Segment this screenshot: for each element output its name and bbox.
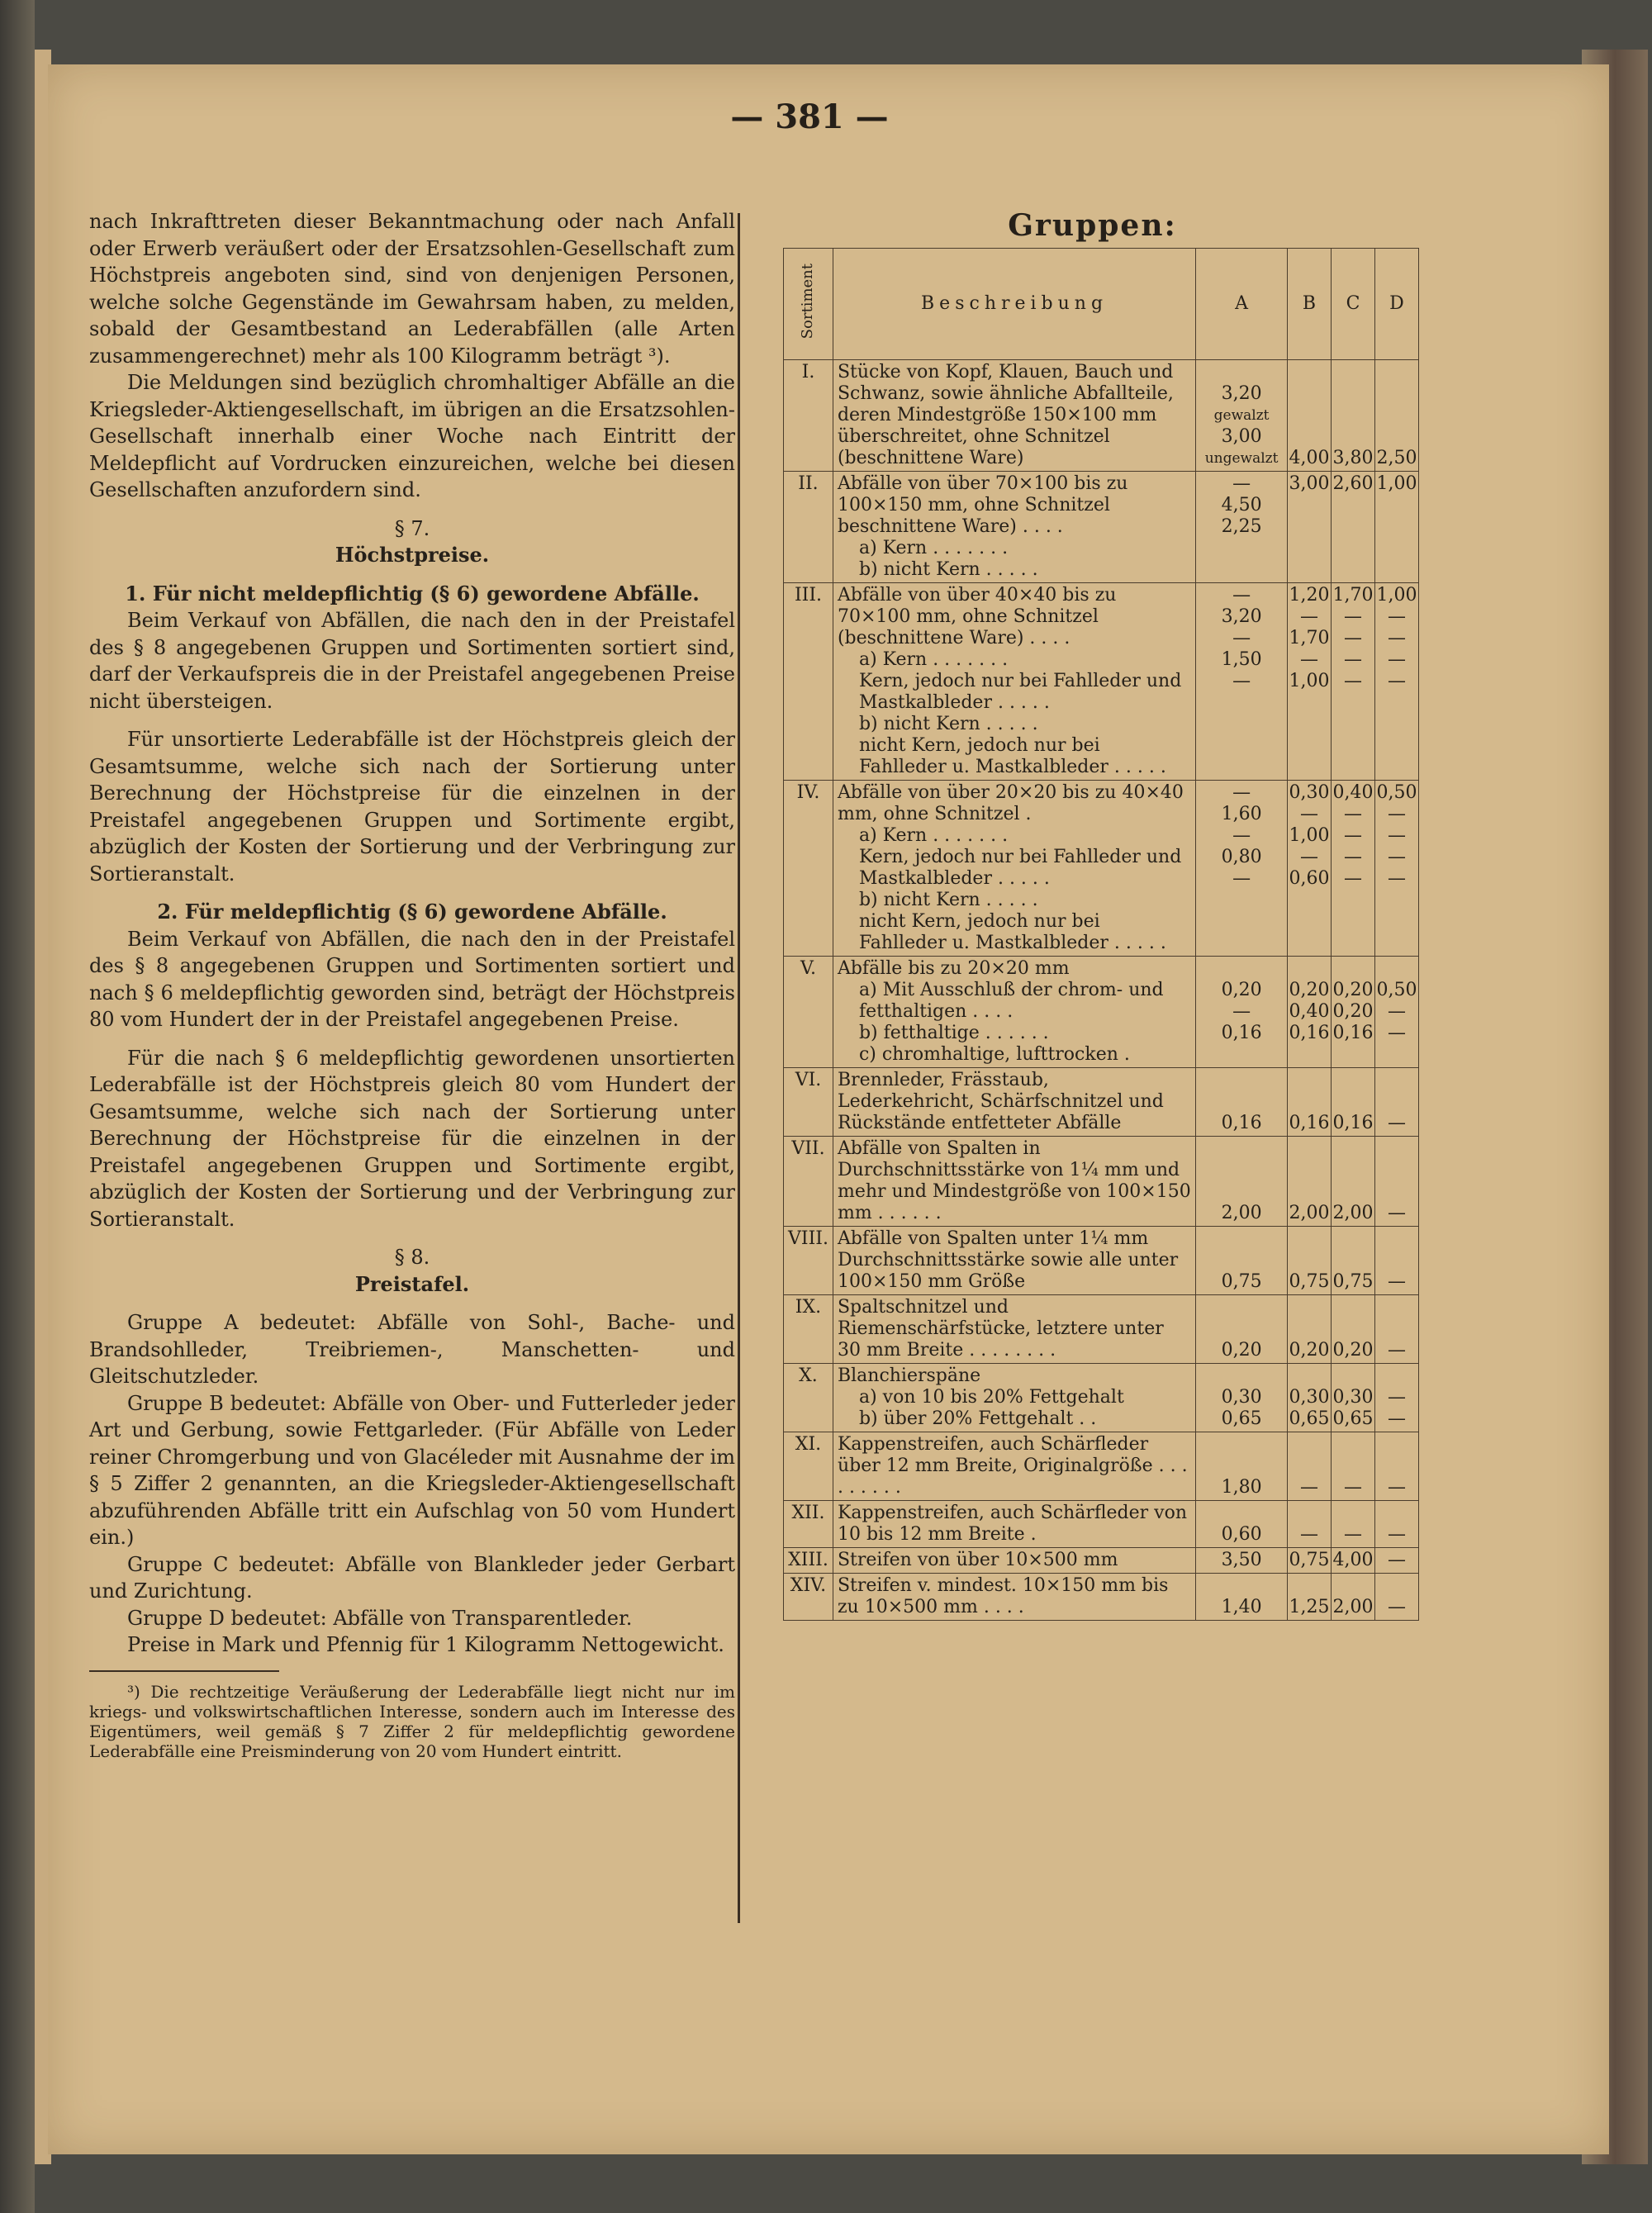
price-value: 4,00 (1289, 448, 1330, 468)
price-value: 0,20 (1221, 980, 1262, 1000)
price-value: 1,80 (1221, 1477, 1262, 1498)
section-heading-7: § 7. (394, 516, 430, 540)
footnote-divider (89, 1670, 279, 1672)
price-table (783, 248, 1419, 1621)
price-value: — (1300, 1477, 1318, 1498)
price-cell-b (1288, 1432, 1332, 1501)
table-row (784, 781, 1419, 957)
price-value: — (1343, 868, 1362, 889)
subheading-meldepflichtig: 2. Für meldepflichtig (§ 6) gewordene Abfälle. (157, 900, 667, 924)
price-value: — (1387, 606, 1406, 627)
description-line: b) über 20% Fettgehalt . . (858, 1408, 1097, 1429)
price-value (1376, 516, 1417, 538)
price-value: — (1300, 606, 1318, 627)
footnote: ³) Die rechtzeitige Veräußerung der Lederabfälle liegt nicht nur im kriegs- und volkswirtschaftlichen Interesse, sondern auch im Interesse des Eigentümers, weil gemäß § 7 Ziffer 2 für meldepflichtig gewordene Lederabfälle eine Preisminderung von 20 vom Hundert eintritt. (89, 1681, 735, 1761)
sortiment-number: XIV. (784, 1574, 833, 1621)
price-value: ungewalzt (1204, 450, 1279, 467)
header-gruppe-d: D (1374, 249, 1418, 360)
description-line: Streifen v. mindest. 10×150 mm bis zu 10×500 mm . . . . (837, 1575, 1169, 1617)
paragraph-gruppe-a: Gruppe A bedeutet: Abfälle von Sohl-, Bache- und Brandsohlleder, Treibriemen-, Manschetten- und Gleitschutzleder. (89, 1311, 735, 1388)
price-value: — (1387, 825, 1406, 846)
price-value: 0,75 (1289, 1271, 1330, 1292)
price-value (1332, 1365, 1374, 1387)
description-line: Stücke von Kopf, Klauen, Bauch und Schwanz, sowie ähnliche Abfallteile, deren Mindestgröße 150×100 mm überschreitet, ohne Schnitzel (beschnittene Ware) (837, 362, 1174, 468)
price-cell-a (1196, 1364, 1288, 1432)
price-value: — (1232, 585, 1251, 605)
price-value: 1,00 (1289, 671, 1330, 691)
section-title-preistafel: Preistafel. (354, 1271, 470, 1296)
table-title: Gruppen: (1008, 208, 1177, 243)
price-value: — (1387, 1524, 1406, 1545)
price-value: 2,25 (1221, 516, 1262, 537)
price-value: — (1387, 1408, 1406, 1429)
subheading-nicht-meldepflichtig: 1. Für nicht meldepflichtig (§ 6) gewordene Abfälle. (125, 581, 700, 605)
description-line: b) fetthaltige . . . . . . (858, 1023, 1049, 1043)
price-cell-a (1196, 360, 1288, 472)
price-value: 2,00 (1289, 1203, 1330, 1223)
description-line: a) Mit Ausschluß der chrom- und fetthaltigen . . . . (858, 980, 1164, 1022)
description-cell (833, 1548, 1195, 1574)
price-cell-a (1196, 781, 1288, 957)
price-value: 0,30 (1221, 1387, 1262, 1408)
price-value: 0,20 (1221, 1340, 1262, 1361)
table-row (784, 583, 1419, 781)
description-cell (833, 781, 1195, 957)
price-value: — (1343, 649, 1362, 670)
price-value: 0,20 (1289, 1340, 1330, 1361)
price-value (1289, 1365, 1330, 1387)
price-value: 0,16 (1289, 1113, 1330, 1133)
price-cell-a (1196, 957, 1288, 1068)
price-cell-d (1374, 1548, 1418, 1574)
description-cell (833, 1501, 1195, 1548)
price-cell-d (1374, 781, 1418, 957)
price-cell-b (1288, 583, 1332, 781)
price-cell-d (1374, 472, 1418, 583)
price-value: 4,50 (1221, 495, 1262, 515)
price-value: 1,60 (1221, 804, 1262, 824)
price-value: 0,16 (1332, 1113, 1374, 1133)
section-heading-8: § 8. (394, 1246, 430, 1269)
paragraph-gruppe-d: Gruppe D bedeutet: Abfälle von Transparentleder. (127, 1606, 633, 1630)
price-value: 0,20 (1332, 1001, 1374, 1022)
price-value: — (1232, 473, 1251, 494)
price-value: 0,16 (1221, 1023, 1262, 1043)
table-row (784, 1068, 1419, 1137)
price-value: 0,65 (1332, 1408, 1374, 1429)
left-text-column (89, 208, 735, 1761)
description-cell (833, 1295, 1195, 1364)
price-cell-b (1288, 1548, 1332, 1574)
description-line: a) von 10 bis 20% Fettgehalt (858, 1387, 1124, 1408)
price-value: 3,00 (1289, 473, 1330, 494)
section-title-hoechstpreise: Höchstpreise. (335, 543, 490, 567)
price-value: 2,00 (1332, 1203, 1374, 1223)
description-cell (833, 1574, 1195, 1621)
sortiment-number: X. (784, 1364, 833, 1432)
sortiment-number: I. (784, 360, 833, 472)
price-cell-a (1196, 1574, 1288, 1621)
price-value: — (1232, 868, 1251, 889)
description-line: b) nicht Kern . . . . . (858, 714, 1038, 734)
price-cell-d (1374, 1137, 1418, 1227)
description-line: b) nicht Kern . . . . . (858, 559, 1038, 580)
price-value: — (1232, 825, 1251, 846)
header-gruppe-a: A (1196, 249, 1288, 360)
price-cell-c (1332, 1574, 1375, 1621)
price-value (1332, 958, 1374, 980)
column-divider (738, 213, 740, 1923)
description-line: Blanchierspäne (837, 1365, 981, 1386)
description-line: Kappenstreifen, auch Schärfleder über 12 mm Breite, Originalgröße . . . . . . . . . (837, 1434, 1188, 1498)
table-row (784, 1432, 1419, 1501)
sortiment-number: XIII. (784, 1548, 833, 1574)
description-line: Abfälle von über 40×40 bis zu 70×100 mm, ohne Schnitzel (beschnittene Ware) . . . . (837, 585, 1117, 648)
price-value (1376, 495, 1417, 516)
price-cell-c (1332, 472, 1375, 583)
price-value: — (1343, 804, 1362, 824)
price-value: 2,50 (1376, 448, 1417, 468)
table-row (784, 1227, 1419, 1295)
price-value: — (1300, 847, 1318, 867)
paragraph-verkauf-sortiert: Beim Verkauf von Abfällen, die nach den in der Preistafel des § 8 angegebenen Gruppen und Sortimenten sortiert sind, darf der Verkaufspreis die in der Preistafel angegebenen Preise nicht übersteigen. (89, 609, 735, 713)
description-line: Abfälle von über 70×100 bis zu 100×150 mm, ohne Schnitzel beschnittene Ware) . . . . (837, 473, 1128, 537)
description-line: nicht Kern, jedoch nur bei Fahlleder u. Mastkalbleder . . . . . (858, 911, 1166, 953)
price-value: — (1387, 1597, 1406, 1617)
scan-background-left (0, 0, 35, 2213)
price-cell-c (1332, 1227, 1375, 1295)
price-value: — (1232, 782, 1251, 803)
price-value: 0,16 (1221, 1113, 1262, 1133)
price-value: — (1387, 649, 1406, 670)
price-value: — (1300, 1524, 1318, 1545)
price-cell-a (1196, 1227, 1288, 1295)
sortiment-number: IX. (784, 1295, 833, 1364)
description-cell (833, 1364, 1195, 1432)
price-cell-c (1332, 1068, 1375, 1137)
table-row (784, 472, 1419, 583)
price-cell-b (1288, 781, 1332, 957)
price-value: — (1343, 847, 1362, 867)
description-cell (833, 472, 1195, 583)
price-cell-c (1332, 781, 1375, 957)
price-value: 0,60 (1289, 868, 1330, 889)
price-value (1289, 516, 1330, 538)
price-value: — (1300, 804, 1318, 824)
description-line: a) Kern . . . . . . . (858, 649, 1009, 670)
table-row (784, 360, 1419, 472)
table-row (784, 957, 1419, 1068)
price-cell-c (1332, 1432, 1375, 1501)
price-cell-a (1196, 583, 1288, 781)
description-line: Abfälle von Spalten in Durchschnittsstärke von 1¼ mm und mehr und Mindestgröße von 100×150 mm . . . . . . (837, 1138, 1191, 1223)
description-line: Streifen von über 10×500 mm (837, 1550, 1118, 1570)
price-value: — (1343, 671, 1362, 691)
price-value: — (1387, 1203, 1406, 1223)
price-cell-c (1332, 360, 1375, 472)
price-value: 2,00 (1221, 1203, 1262, 1223)
price-value: 1,00 (1289, 825, 1330, 846)
price-value (1289, 958, 1330, 980)
price-value: — (1387, 1001, 1406, 1022)
sortiment-number: III. (784, 583, 833, 781)
price-value: — (1343, 606, 1362, 627)
price-value: 1,00 (1376, 473, 1417, 494)
description-line: a) Kern . . . . . . . (858, 825, 1009, 846)
description-line: b) nicht Kern . . . . . (858, 890, 1038, 910)
paragraph-meldungen: Die Meldungen sind bezüglich chromhaltiger Abfälle an die Kriegsleder-Aktiengesellschaft, im übrigen an die Ersatzsohlen-Gesellschaft innerhalb einer Woche nach Eintritt der Meldepflicht auf Vordrucken einzureichen, welche bei diesen Gesellschaften anzufordern sind. (89, 371, 735, 501)
price-value: 0,75 (1221, 1271, 1262, 1292)
sortiment-number: XI. (784, 1432, 833, 1501)
price-value: 3,20 (1221, 606, 1262, 627)
price-value: 0,20 (1332, 1340, 1374, 1361)
price-cell-c (1332, 1548, 1375, 1574)
description-line: Abfälle von über 20×20 bis zu 40×40 mm, ohne Schnitzel . (837, 782, 1184, 824)
price-cell-d (1374, 1068, 1418, 1137)
table-row (784, 1574, 1419, 1621)
table-header-row (784, 249, 1419, 360)
price-value: — (1300, 649, 1318, 670)
price-cell-b (1288, 957, 1332, 1068)
table-row (784, 1137, 1419, 1227)
price-value: — (1387, 1477, 1406, 1498)
price-cell-a (1196, 1137, 1288, 1227)
price-value: — (1387, 628, 1406, 648)
sortiment-number: IV. (784, 781, 833, 957)
price-value: 0,50 (1376, 980, 1417, 1000)
header-beschreibung: Beschreibung (833, 249, 1195, 360)
paragraph-unsortiert-meldepflichtig: Für die nach § 6 meldepflichtig gewordenen unsortierten Lederabfälle ist der Höchstpreis gleich 80 vom Hundert der Gesamtsumme, welche sich nach der Sortierung unter Berechnung der Höchstpreise für die einzelnen in der Preistafel angegebenen Gruppen und Sortimente ergibt, abzüglich der Kosten der Sortierung und der Verbringung zur Sortieranstalt. (89, 1046, 735, 1231)
price-value: 0,80 (1221, 847, 1262, 867)
table-body (784, 360, 1419, 1621)
sortiment-number: V. (784, 957, 833, 1068)
price-value: gewalzt (1213, 407, 1270, 424)
price-cell-a (1196, 1295, 1288, 1364)
sortiment-number: VIII. (784, 1227, 833, 1295)
price-value (1332, 495, 1374, 516)
price-cell-b (1288, 472, 1332, 583)
description-line: Brennleder, Frässtaub, Lederkehricht, Schärfschnitzel und Rückstände entfetteter Abfälle (837, 1070, 1164, 1133)
price-value: 1,40 (1221, 1597, 1262, 1617)
price-cell-c (1332, 1501, 1375, 1548)
price-cell-d (1374, 957, 1418, 1068)
price-value: 4,00 (1332, 1550, 1374, 1570)
description-cell (833, 360, 1195, 472)
table-row (784, 1364, 1419, 1432)
price-cell-d (1374, 360, 1418, 472)
price-value (1376, 958, 1417, 980)
header-gruppe-c: C (1332, 249, 1375, 360)
paragraph-gruppe-b: Gruppe B bedeutet: Abfälle von Ober- und Futterleder jeder Art und Gerbung, sowie Fettgarleder. (Für Abfälle von Leder reiner Chromgerbung und von Glacéleder mit Ausnahme der im § 5 Ziffer 2 genannten, an die Kriegsleder-Aktiengesellschaft abzuführenden Abfälle tritt ein Aufschlag von 50 vom Hundert ein.) (89, 1391, 735, 1549)
price-value: — (1387, 1113, 1406, 1133)
description-line: Abfälle bis zu 20×20 mm (837, 958, 1070, 979)
description-line: Abfälle von Spalten unter 1¼ mm Durchschnittsstärke sowie alle unter 100×150 mm Größe (837, 1228, 1179, 1292)
price-value: 0,30 (1289, 782, 1330, 803)
price-cell-b (1288, 1574, 1332, 1621)
price-value (1289, 495, 1330, 516)
description-line: Kappenstreifen, auch Schärfleder von 10 bis 12 mm Breite . (837, 1503, 1187, 1545)
page-number: — 381 — (730, 97, 889, 136)
price-cell-c (1332, 1137, 1375, 1227)
price-value: — (1232, 671, 1251, 691)
price-value: 0,60 (1221, 1524, 1262, 1545)
price-cell-c (1332, 1364, 1375, 1432)
description-line: c) chromhaltige, lufttrocken . (858, 1044, 1130, 1065)
price-cell-b (1288, 360, 1332, 472)
price-value: — (1387, 1023, 1406, 1043)
paragraph-intro: nach Inkrafttreten dieser Bekanntmachung oder nach Anfall oder Erwerb veräußert oder der Ersatzsohlen-Gesellschaft zum Höchstpreis angeboten sind, sind von denjenigen Personen, welche solche Gegenstände im Gewahrsam haben, zu melden, sobald der Gesamtbestand an Lederabfällen (alle Arten zusammengerechnet) mehr als 100 Kilogramm beträgt ³). (89, 210, 735, 368)
price-cell-d (1374, 1364, 1418, 1432)
price-value: — (1387, 804, 1406, 824)
price-value: 3,00 (1221, 426, 1262, 447)
price-value: 0,40 (1332, 782, 1374, 803)
paragraph-verkauf-meldepflichtig: Beim Verkauf von Abfällen, die nach den in der Preistafel des § 8 angegebenen Gruppen und Sortimenten sortiert und nach § 6 meldepflichtig geworden sind, beträgt der Höchstpreis 80 vom Hundert der in der Preistafel angegebenen Preise. (89, 927, 735, 1031)
price-cell-b (1288, 1137, 1332, 1227)
paragraph-unsortiert: Für unsortierte Lederabfälle ist der Höchstpreis gleich der Gesamtsumme, welche sich nach der Sortierung unter Berechnung der Höchstpreise für die einzelnen in der Preistafel angegebenen Gruppen und Sortimente ergibt, abzüglich der Kosten der Sortierung und der Verbringung zur Sortieranstalt. (89, 728, 735, 886)
price-value: 0,75 (1332, 1271, 1374, 1292)
price-value: 0,16 (1332, 1023, 1374, 1043)
table-row (784, 1295, 1419, 1364)
price-value: 0,16 (1289, 1023, 1330, 1043)
price-value: — (1387, 868, 1406, 889)
price-value: — (1343, 1477, 1362, 1498)
paragraph-preise-einheit: Preise in Mark und Pfennig für 1 Kilogramm Nettogewicht. (127, 1633, 724, 1656)
header-sortiment: Sortiment (784, 249, 833, 360)
description-cell (833, 1137, 1195, 1227)
price-cell-b (1288, 1068, 1332, 1137)
price-value: — (1343, 825, 1362, 846)
price-cell-d (1374, 1295, 1418, 1364)
sortiment-number: II. (784, 472, 833, 583)
paragraph-gruppe-c: Gruppe C bedeutet: Abfälle von Blankleder jeder Gerbart und Zurichtung. (89, 1552, 735, 1603)
price-value: — (1387, 1387, 1406, 1408)
header-gruppe-b: B (1288, 249, 1332, 360)
price-value (1200, 1365, 1283, 1387)
price-value: 0,30 (1289, 1387, 1330, 1408)
price-cell-d (1374, 1501, 1418, 1548)
price-value: — (1387, 1550, 1406, 1570)
price-cell-d (1374, 1227, 1418, 1295)
table-row (784, 1548, 1419, 1574)
description-cell (833, 1227, 1195, 1295)
price-cell-d (1374, 583, 1418, 781)
price-value: — (1387, 1340, 1406, 1361)
price-value: — (1232, 628, 1251, 648)
price-value: 0,30 (1332, 1387, 1374, 1408)
price-cell-d (1374, 1432, 1418, 1501)
price-value: 0,65 (1289, 1408, 1330, 1429)
price-value: — (1387, 1271, 1406, 1292)
sortiment-number: VI. (784, 1068, 833, 1137)
price-value: 3,50 (1221, 1550, 1262, 1570)
price-value: 0,65 (1221, 1408, 1262, 1429)
price-value: 1,25 (1289, 1597, 1330, 1617)
description-line: nicht Kern, jedoch nur bei Fahlleder u. Mastkalbleder . . . . . (858, 735, 1166, 777)
price-value: 1,70 (1289, 628, 1330, 648)
price-value: — (1343, 628, 1362, 648)
price-cell-a (1196, 472, 1288, 583)
price-value: — (1387, 847, 1406, 867)
description-line: a) Kern . . . . . . . (858, 538, 1009, 558)
price-cell-b (1288, 1501, 1332, 1548)
price-value: 1,70 (1332, 585, 1374, 605)
price-value: — (1387, 671, 1406, 691)
price-value: 0,20 (1289, 980, 1330, 1000)
description-cell (833, 1068, 1195, 1137)
price-value: 2,60 (1332, 473, 1374, 494)
price-value: 0,40 (1289, 1001, 1330, 1022)
price-cell-a (1196, 1548, 1288, 1574)
sortiment-number: XII. (784, 1501, 833, 1548)
description-cell (833, 583, 1195, 781)
price-cell-c (1332, 583, 1375, 781)
price-cell-b (1288, 1227, 1332, 1295)
price-value: — (1343, 1524, 1362, 1545)
price-value (1376, 1365, 1417, 1387)
sortiment-number: VII. (784, 1137, 833, 1227)
description-cell (833, 1432, 1195, 1501)
price-cell-b (1288, 1295, 1332, 1364)
price-value: 0,20 (1332, 980, 1374, 1000)
table-row (784, 1501, 1419, 1548)
price-value (1200, 958, 1283, 980)
price-value: 0,50 (1376, 782, 1417, 803)
description-line: Spaltschnitzel und Riemenschärfstücke, letztere unter 30 mm Breite . . . . . . . . (837, 1297, 1164, 1361)
description-line: Kern, jedoch nur bei Fahlleder und Mastkalbleder . . . . . (858, 671, 1182, 713)
price-value: — (1232, 1001, 1251, 1022)
price-value: 1,50 (1221, 649, 1262, 670)
price-cell-a (1196, 1068, 1288, 1137)
price-cell-d (1374, 1574, 1418, 1621)
price-cell-c (1332, 957, 1375, 1068)
price-cell-c (1332, 1295, 1375, 1364)
price-value (1332, 516, 1374, 538)
price-value: 1,00 (1376, 585, 1417, 605)
price-cell-a (1196, 1501, 1288, 1548)
price-cell-b (1288, 1364, 1332, 1432)
price-value: 3,20 (1221, 383, 1262, 404)
price-cell-a (1196, 1432, 1288, 1501)
price-value: 0,75 (1289, 1550, 1330, 1570)
description-line: Kern, jedoch nur bei Fahlleder und Mastkalbleder . . . . . (858, 847, 1182, 889)
price-value: 1,20 (1289, 585, 1330, 605)
price-value: 2,00 (1332, 1597, 1374, 1617)
description-cell (833, 957, 1195, 1068)
price-value: 3,80 (1332, 448, 1374, 468)
